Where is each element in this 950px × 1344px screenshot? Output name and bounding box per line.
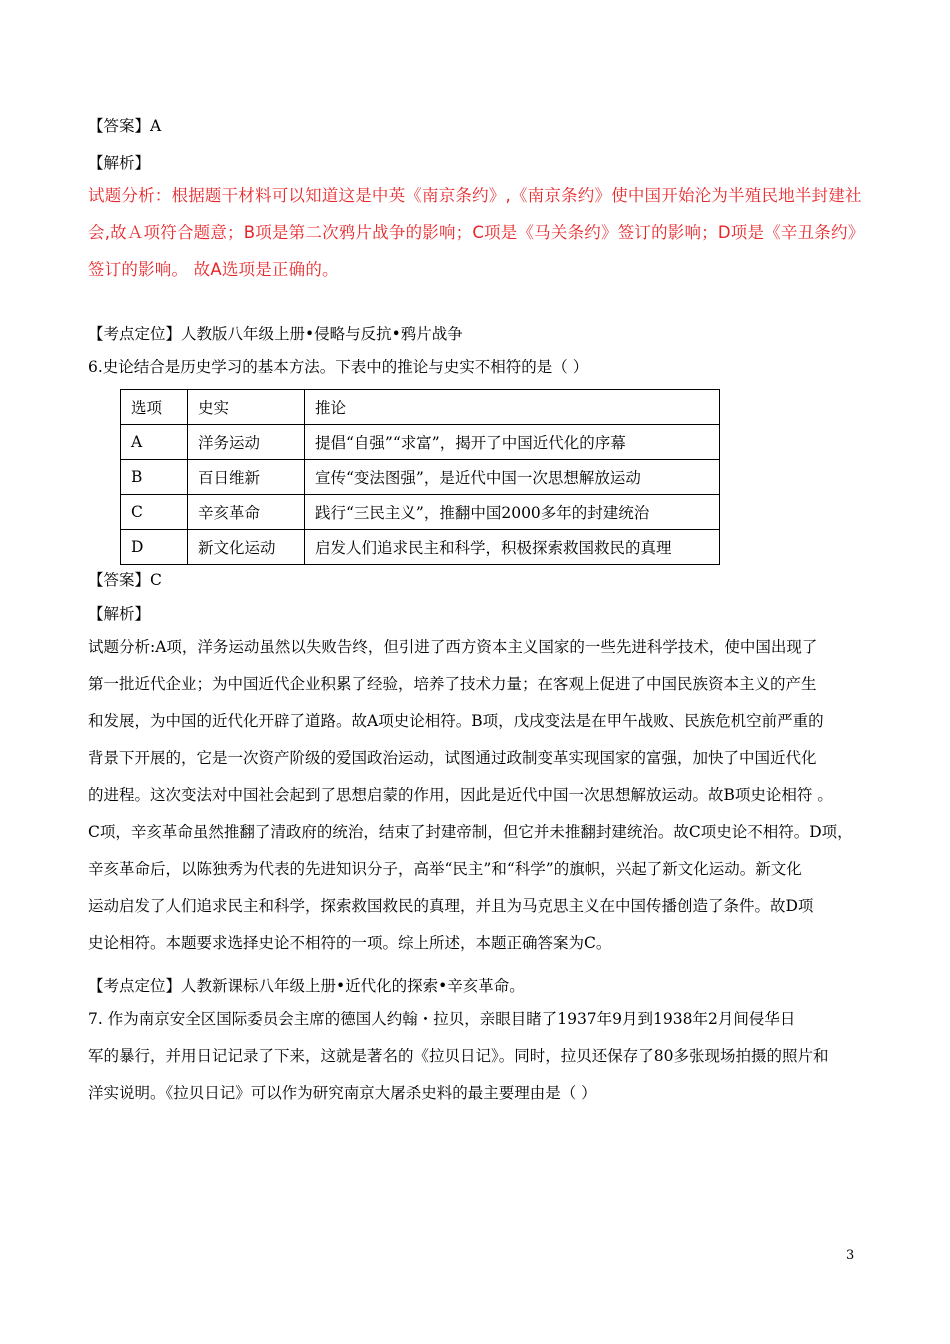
q6-analysis-line: C项，辛亥革命虽然推翻了清政府的统治，结束了封建帝制，但它并未推翻封建统治。故C项史论不相符。D项， [88,823,853,841]
q6-analysis-line: 运动启发了人们追求民主和科学，探索救国救民的真理，并且为马克思主义在中国传播创造了条件。故D项 [88,897,814,915]
q5-analysis-label: 【解析】 [88,154,151,172]
q6-analysis-line: 背景下开展的，它是一次资产阶级的爱国政治运动，试图通过政制变革实现国家的富强，加快了中国近代化 [88,749,817,767]
q6-answer: 【答案】C [88,571,162,589]
q5-analysis-line-1: 试题分析：根据题干材料可以知道这是中英《南京条约》,《南京条约》使中国开始沦为半殖民地半封建社 [88,186,862,205]
table-header-row [121,390,720,425]
q6-analysis-line: 第一批近代企业；为中国近代企业积累了经验，培养了技术力量；在客观上促进了中国民族资本主义的产生 [88,675,817,693]
table-cell: A [121,425,188,460]
q6-analysis-line: 试题分析:A项，洋务运动虽然以失败告终，但引进了西方资本主义国家的一些先进科学技术，使中国出现了 [88,638,818,656]
q5-answer: 【答案】A [88,117,162,135]
q6-kaodian: 【考点定位】人教新课标八年级上册•近代化的探索•辛亥革命。 [88,977,525,995]
table-row [121,460,720,495]
table-row [121,530,720,565]
q6-analysis-line: 史论相符。本题要求选择史论不相符的一项。综上所述，本题正确答案为C。 [88,934,612,952]
q6-analysis-line: 的进程。这次变法对中国社会起到了思想启蒙的作用，因此是近代中国一次思想解放运动。故B项史论相符 。 [88,786,833,804]
q6-analysis-line: 辛亥革命后，以陈独秀为代表的先进知识分子，高举“民主”和“科学”的旗帜，兴起了新文化运动。新文化 [88,860,802,878]
table-cell: B [121,460,188,495]
table-cell: 宣传“变法图强”，是近代中国一次思想解放运动 [305,460,720,495]
table-cell: 洋务运动 [188,425,305,460]
q5-analysis-line-2: 会,故Ａ项符合题意；B项是第二次鸦片战争的影响；C项是《马关条约》签订的影响；D项是《辛丑条约》 [88,223,865,242]
q5-kaodian: 【考点定位】人教版八年级上册•侵略与反抗•鸦片战争 [88,325,463,343]
q6-analysis-line: 和发展，为中国的近代化开辟了道路。故A项史论相符。B项，戊戌变法是在甲午战败、民族危机空前严重的 [88,712,824,730]
q7-question-line: 洋实说明。《拉贝日记》可以作为研究南京大屠杀史料的最主要理由是（ ） [88,1084,597,1102]
q7-question-line: 军的暴行，并用日记记录了下来，这就是著名的《拉贝日记》。同时，拉贝还保存了80多张现场拍摄的照片和 [88,1047,829,1065]
table-cell: 提倡“自强”“求富”，揭开了中国近代化的序幕 [305,425,720,460]
table-cell: 启发人们追求民主和科学，积极探索救国救民的真理 [305,530,720,565]
q6-options-table [120,389,720,565]
page-number: 3 [846,1248,855,1263]
table-cell: 新文化运动 [188,530,305,565]
q7-question-line: 7. 作为南京安全区国际委员会主席的德国人约翰・拉贝，亲眼目睹了1937年9月到1938年2月间侵华日 [88,1010,796,1028]
table-header-cell: 推论 [305,390,720,425]
q6-analysis-label: 【解析】 [88,605,151,623]
table-cell: 践行“三民主义”，推翻中国2000多年的封建统治 [305,495,720,530]
table-cell: D [121,530,188,565]
table-row [121,495,720,530]
q5-analysis-line-3: 签订的影响。 故A选项是正确的。 [88,260,339,279]
q6-question: 6.史论结合是历史学习的基本方法。下表中的推论与史实不相符的是（ ） [88,358,589,376]
q6-analysis-paragraph [88,629,866,962]
table-cell: C [121,495,188,530]
table-cell: 辛亥革命 [188,495,305,530]
table-header-cell: 史实 [188,390,305,425]
table-cell: 百日维新 [188,460,305,495]
q7-question [88,1001,866,1112]
table-row [121,425,720,460]
table-header-cell: 选项 [121,390,188,425]
